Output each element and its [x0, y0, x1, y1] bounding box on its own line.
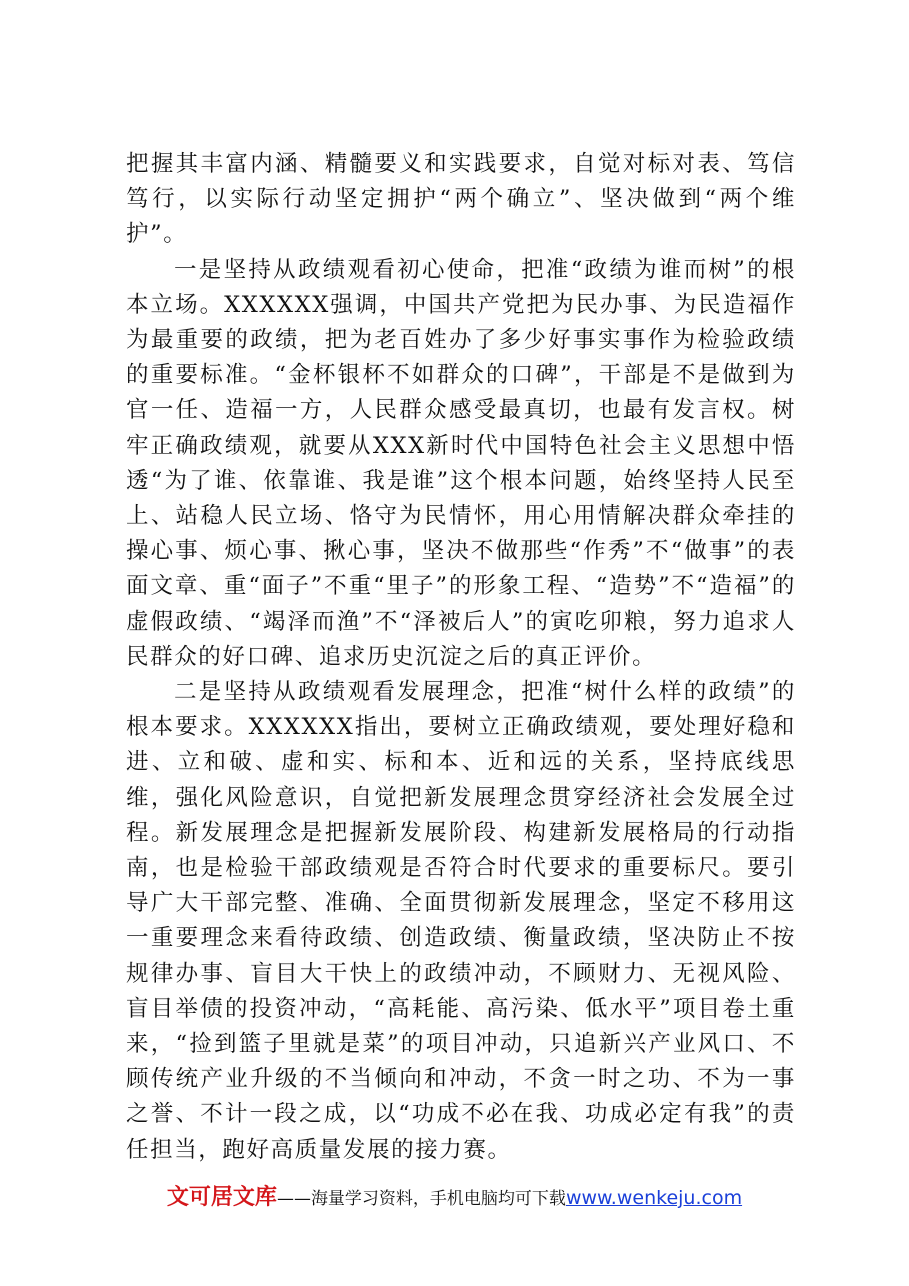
paragraph-continuation: 把握其丰富内涵、精髓要义和实践要求，自觉对标对表、笃信笃行，以实际行动坚定拥护“两个确立”、坚决做到“两个维护”。 — [126, 151, 796, 248]
paragraph-point-two: 二是坚持从政绩观看发展理念，把准“树什么样的政绩”的根本要求。XXXXXX指出，要树立正确政绩观，要处理好稳和进、立和破、虚和实、标和本、近和远的关系，坚持底线思维，强化风险意识，自觉把新发展理念贯穿经济社会发展全过程。新发展理念是把握新发展阶段、构建新发展格局的行动指南，也是检验干部政绩观是否符合时代要求的重要标尺。要引导广大干部完整、准确、全面贯彻新发展理念，坚定不移用这一重要理念来看待政绩、创造政绩、衡量政绩，坚决防止不按规律办事、盲目大干快上的政绩冲动，不顾财力、无视风险、盲目举债的投资冲动，“高耗能、高污染、低水平”项目卷土重来，“捡到篮子里就是菜”的项目冲动，只追新兴产业风口、不顾传统产业升级的不当倾向和冲动，不贪一时之功、不为一事之誉、不计一段之成，以“功成不必在我、功成必定有我”的责任担当，跑好高质量发展的接力赛。 — [126, 679, 796, 1163]
paragraph-point-one: 一是坚持从政绩观看初心使命，把准“政绩为谁而树”的根本立场。XXXXXX强调，中国共产党把为民办事、为民造福作为最重要的政绩，把为老百姓办了多少好事实事作为检验政绩的重要标准。“金杯银杯不如群众的口碑”，干部是不是做到为官一任、造福一方，人民群众感受最真切，也最有发言权。树牢正确政绩观，就要从XXX新时代中国特色社会主义思想中悟透“为了谁、依靠谁、我是谁”这个根本问题，始终坚持人民至上、站稳人民立场、恪守为民情怀，用心用情解决群众牵挂的操心事、烦心事、揪心事，坚决不做那些“作秀”不“做事”的表面文章、重“面子”不重“里子”的形象工程、“造势”不“造福”的虚假政绩、“竭泽而渔”不“泽被后人”的寅吃卯粮，努力追求人民群众的好口碑、追求历史沉淀之后的真正评价。 — [126, 256, 796, 670]
footer-site-link[interactable]: www.wenkeju.com — [565, 1187, 743, 1209]
footer-brand: 文可居文库 — [166, 1185, 277, 1210]
document-body — [126, 147, 796, 1168]
footer-banner — [0, 1180, 909, 1211]
footer-tagline: ——海量学习资料，手机电脑均可下载 — [276, 1189, 566, 1209]
